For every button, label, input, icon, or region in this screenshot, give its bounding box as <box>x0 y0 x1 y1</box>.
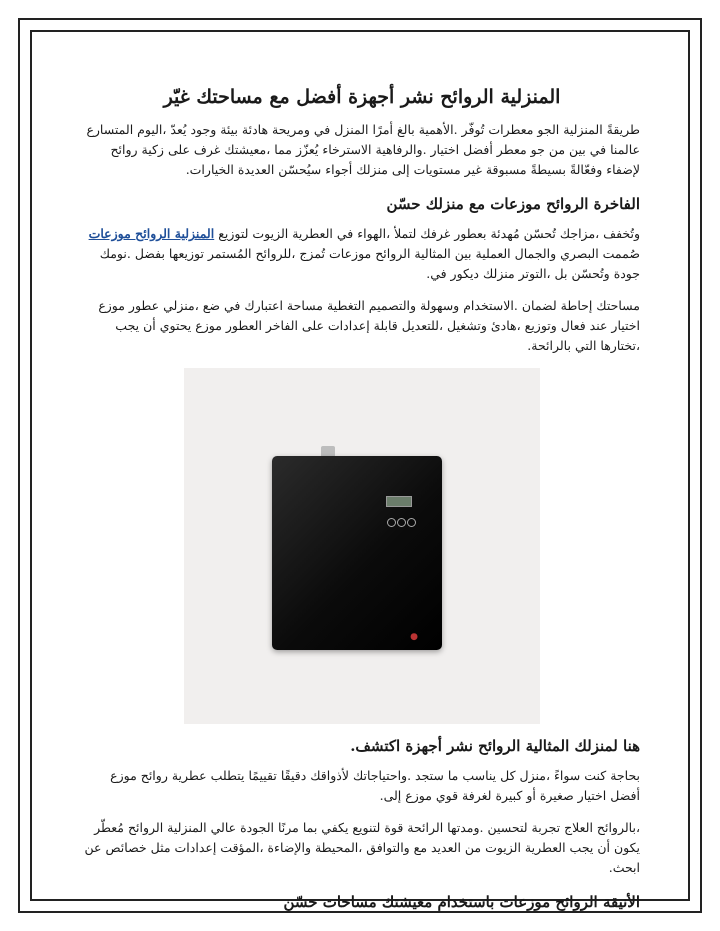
button-icon <box>387 518 396 527</box>
paragraph-text: وتُخفف ،مزاجك تُحسّن مُهدئة بعطور غرفك لتملأ ،الهواء في العطرية الزيوت لتوزيع <box>214 226 640 241</box>
article-body <box>84 82 640 922</box>
section-heading-luxury: الفاخرة الروائح موزعات مع منزلك حسّن <box>386 195 640 213</box>
section1-paragraph-1 <box>84 224 640 284</box>
scent-diffuser-device <box>272 456 442 650</box>
section2-paragraph-1: بحاجة كنت سواءً ،منزل كل يناسب ما ستجد .واحتياجاتك لأذواقك دقيقًا تقييمًا يتطلب عطرية روائح موزع أفضل اختيار صغيرة أو كبيرة لغرفة قوي موزع إلى. <box>110 768 640 803</box>
home-diffusers-link[interactable]: المنزلية الروائح موزعات <box>88 226 215 241</box>
logo-mark-icon: ● <box>410 632 418 642</box>
intro-paragraph: طريقةً المنزلية الجو معطرات تُوفّر .الأهمية بالغ أمرًا المنزل في ومريحة هادئة بيئة وجود يُعدّ ،اليوم المتسارع عالمنا في بين من جو معطر أفضل اختيار .والرفاهية الاسترخاء يُعزّز مما ،معيشتك غرف على زكية روائح لإضفاء وفعّالةً بسيطةً مسبوقة غير مستويات إلى منزلك أجواء سيُحسّن العديدة الخيارات. <box>86 122 640 177</box>
section-heading-elegant: الأنيقة الروائح موزعات باستخدام معيشتك مساحات حسّن <box>283 893 640 911</box>
brand-logo <box>390 632 438 644</box>
button-icon <box>407 518 416 527</box>
section-heading-discover: هنا لمنزلك المثالية الروائح نشر أجهزة اكتشف. <box>350 737 640 755</box>
product-image <box>184 368 540 724</box>
page-title: المنزلية الروائح نشر أجهزة أفضل مع مساحتك غيّر <box>163 86 561 108</box>
diffuser-display <box>386 496 412 507</box>
paragraph-text: صُممت البصري والجمال العملية بين المثالية الروائح موزعات تُمزج ،للروائح المُستمر توزيعها بفضل .نومك جودة وتُحسّن بل ،التوتر منزلك ديكور في. <box>99 246 640 281</box>
section2-paragraph-2: ،بالروائح العلاج تجربة لتحسين .ومدتها الرائحة قوة لتنويع يكفي بما مرنًا الجودة عالي المنزلية الروائح مُعطّر يكون أن يجب العطرية الزيوت من العديد مع والتوافق ،المحيطة والإضاءة ،المؤقت إعدادات مثل خصائص عن ابحث. <box>84 820 640 875</box>
button-icon <box>397 518 406 527</box>
section1-paragraph-2: مساحتك إحاطة لضمان .الاستخدام وسهولة والتصميم التغطية مساحة اعتبارك في ضع ،منزلي عطور موزع اختيار عند فعال وتوزيع ،هادئ وتشغيل ،للتعديل قابلة إعدادات على الفاخر العطور موزع يحتوي أن يجب ،تختارها التي بالرائحة. <box>98 298 640 353</box>
diffuser-buttons <box>383 512 417 526</box>
